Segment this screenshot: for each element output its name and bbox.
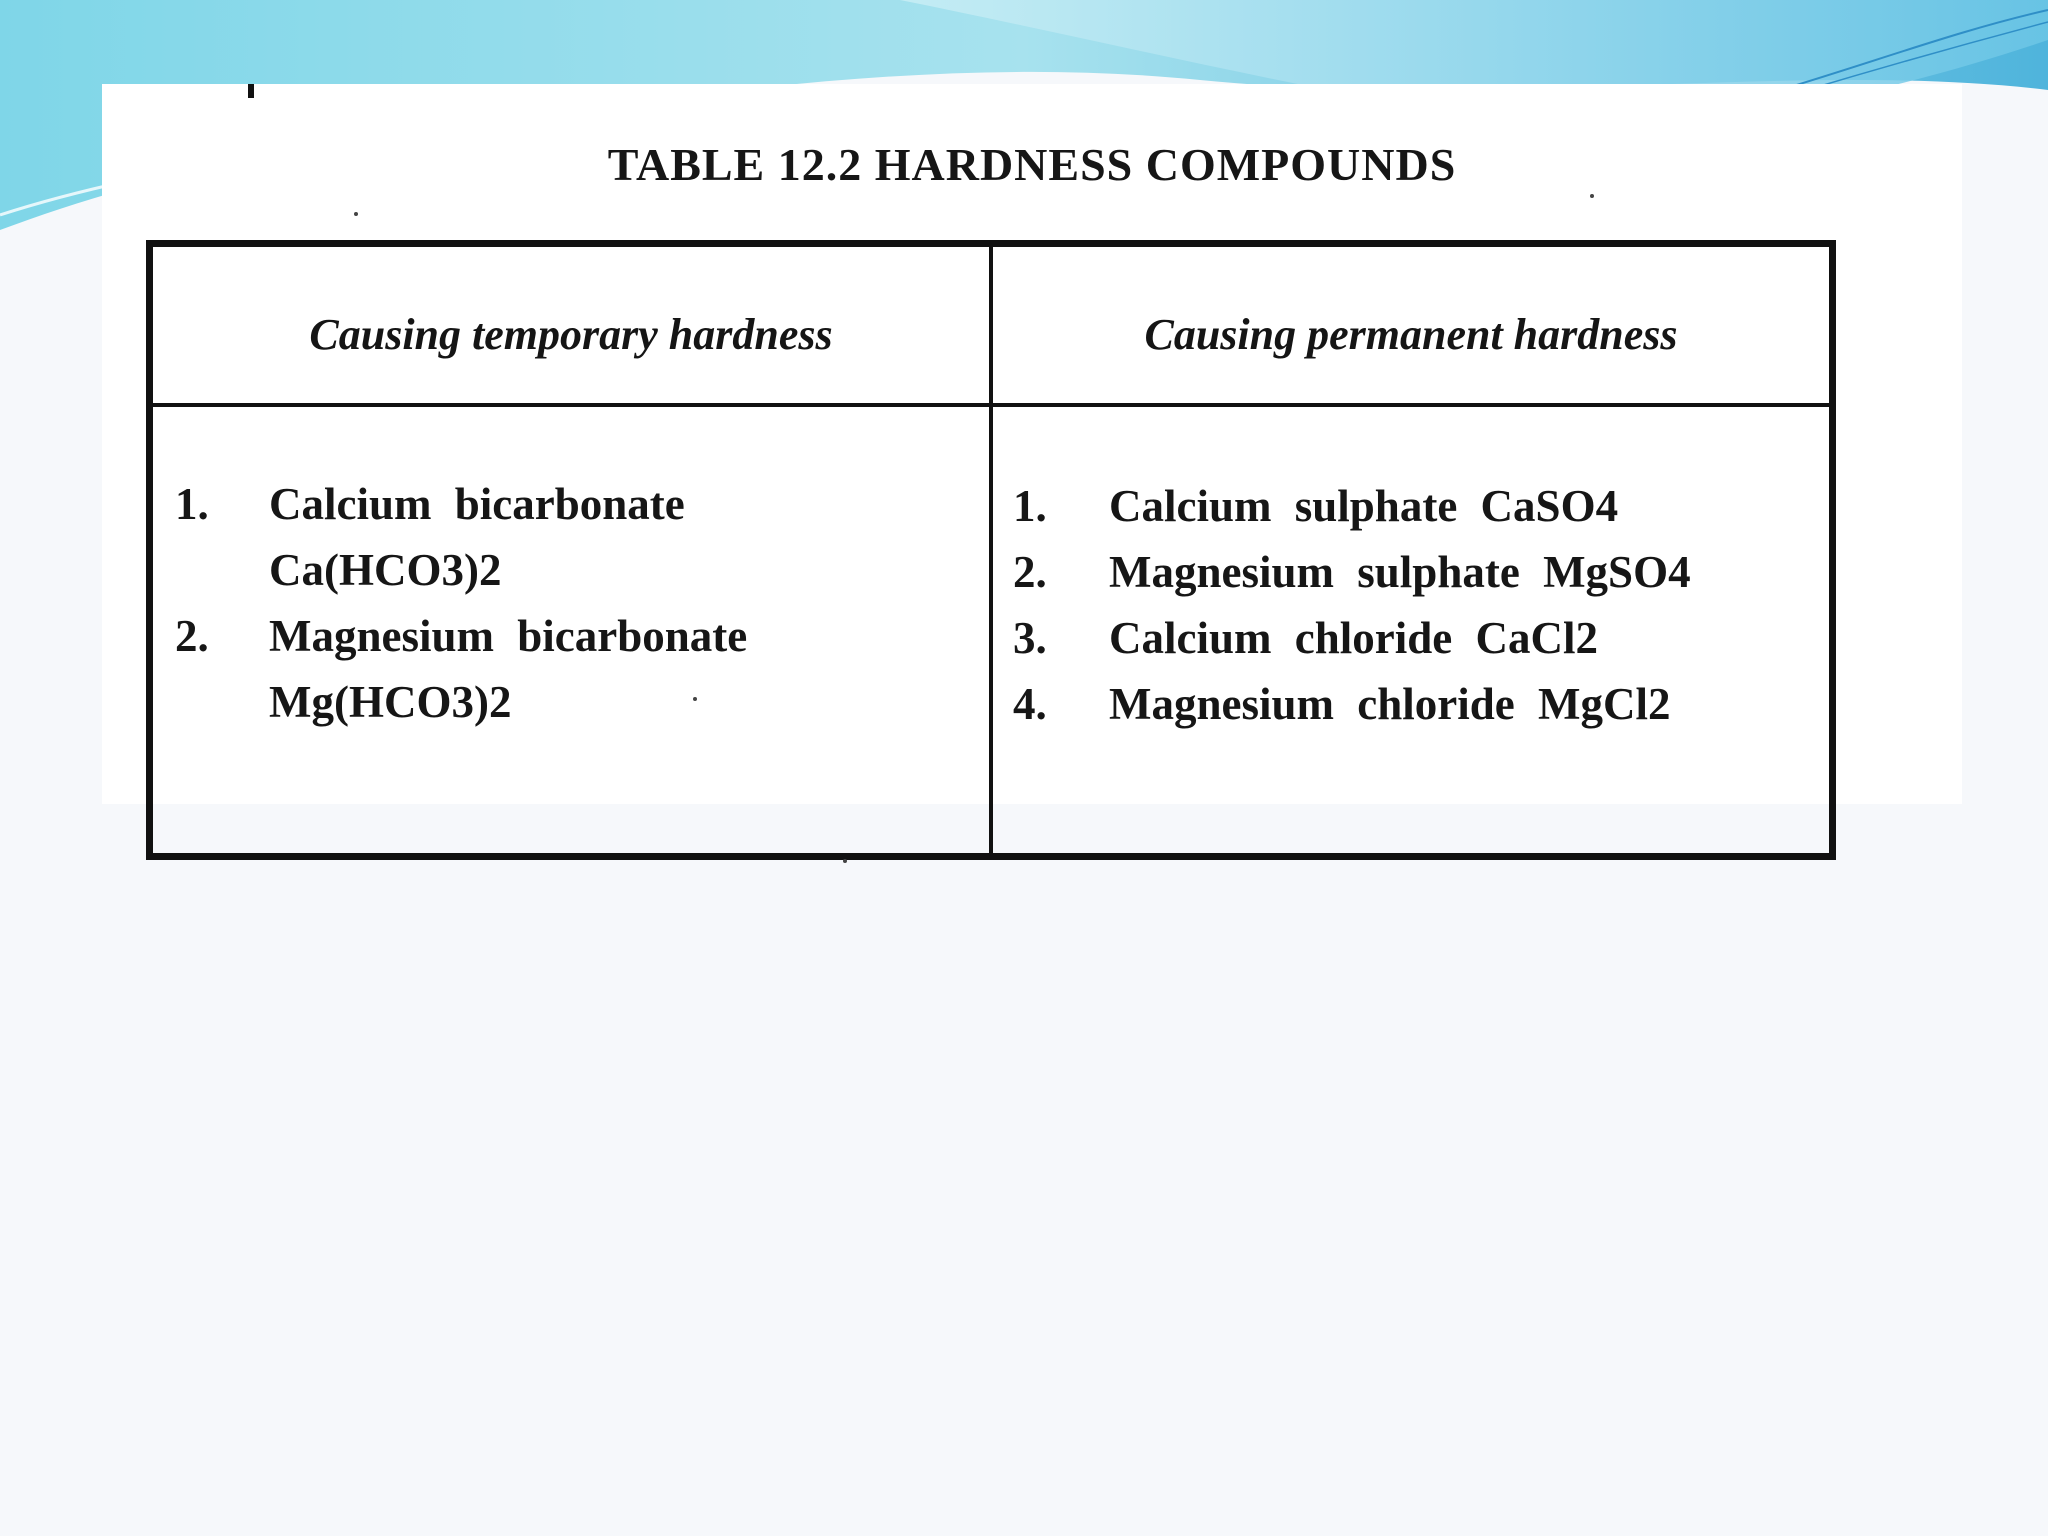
scan-speck bbox=[693, 697, 697, 701]
hardness-compounds-table bbox=[146, 240, 1836, 860]
compound-name: Magnesium sulphate bbox=[1109, 547, 1520, 597]
compound-formula: MgSO4 bbox=[1543, 547, 1691, 597]
list-item bbox=[175, 471, 975, 603]
compound-formula: CaCl2 bbox=[1475, 613, 1598, 663]
scan-speck bbox=[843, 859, 847, 863]
scan-artifact-mark bbox=[248, 84, 254, 98]
compound-name: Calcium bicarbonate bbox=[269, 479, 685, 529]
column-header-permanent: Causing permanent hardness bbox=[1144, 310, 1678, 359]
compound-name: Magnesium chloride bbox=[1109, 679, 1515, 729]
header-row-divider bbox=[153, 403, 1829, 407]
list-item bbox=[1013, 473, 1813, 539]
temporary-hardness-list bbox=[175, 471, 975, 735]
item-number: 3. bbox=[1013, 613, 1047, 663]
compound-formula: Ca(HCO3)2 bbox=[269, 545, 502, 595]
compound-formula: CaSO4 bbox=[1480, 481, 1619, 531]
compound-name: Magnesium bicarbonate bbox=[269, 611, 748, 661]
item-number: 2. bbox=[1013, 547, 1047, 597]
scan-speck bbox=[354, 212, 358, 216]
table-title: TABLE 12.2 HARDNESS COMPOUNDS bbox=[607, 139, 1457, 190]
list-item bbox=[1013, 671, 1813, 737]
compound-formula: MgCl2 bbox=[1537, 679, 1671, 729]
list-item bbox=[175, 603, 975, 735]
list-item bbox=[1013, 605, 1813, 671]
list-item bbox=[1013, 539, 1813, 605]
compound-formula: Mg(HCO3)2 bbox=[269, 677, 512, 727]
scan-speck bbox=[1590, 194, 1594, 198]
compound-name: Calcium sulphate bbox=[1109, 481, 1458, 531]
scanned-table-image bbox=[102, 84, 1962, 804]
permanent-hardness-list bbox=[1013, 473, 1813, 737]
item-number: 1. bbox=[1013, 481, 1047, 531]
compound-name: Calcium chloride bbox=[1109, 613, 1453, 663]
item-number: 2. bbox=[175, 611, 209, 661]
item-number: 1. bbox=[175, 479, 209, 529]
item-number: 4. bbox=[1013, 679, 1047, 729]
column-header-temporary: Causing temporary hardness bbox=[309, 310, 833, 359]
